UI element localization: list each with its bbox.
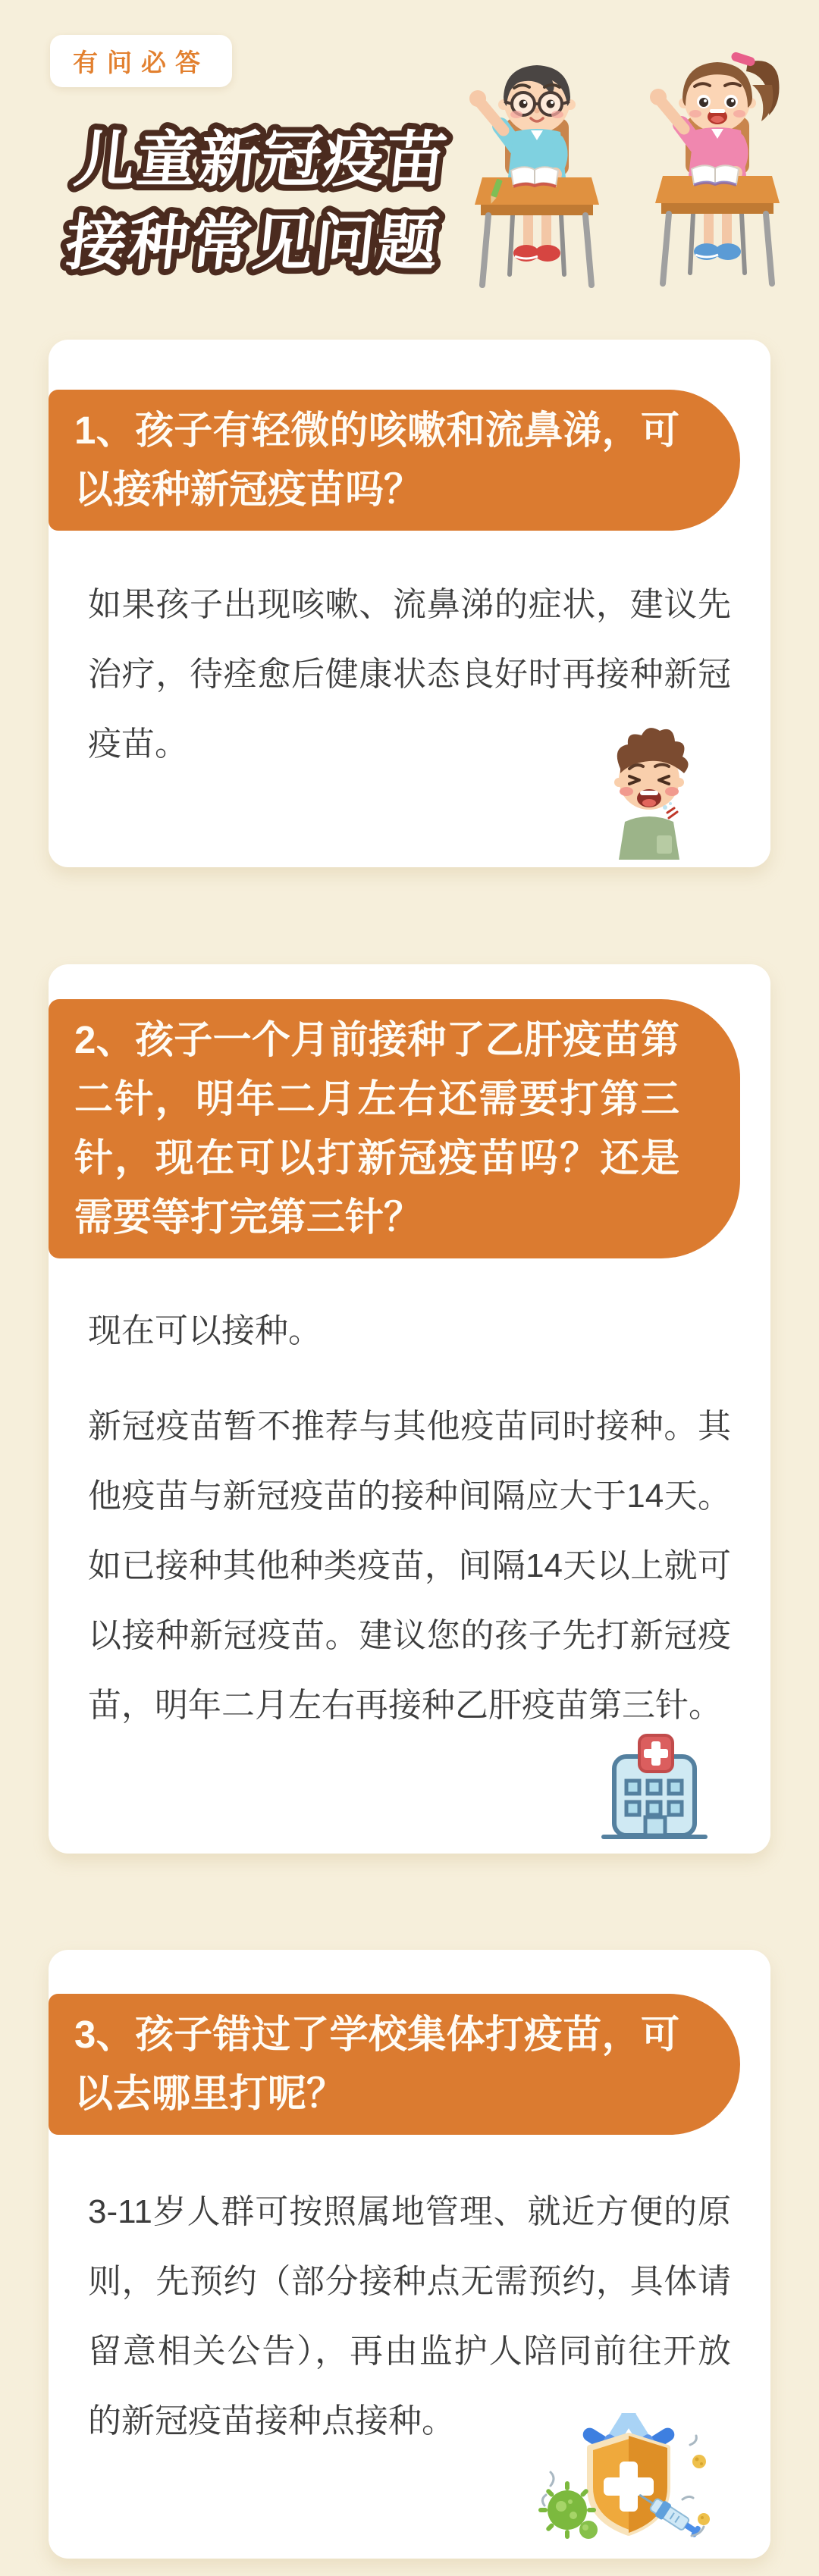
question-banner-2 <box>49 999 740 1258</box>
title-line-2: 接种常见问题 <box>62 208 444 277</box>
question-3-text: 3、孩子错过了学校集体打疫苗，可以去哪里打呢？ <box>74 2013 679 2115</box>
vaccine-shield-icon <box>534 2413 723 2549</box>
answer-2-text-2: 新冠疫苗暂不推荐与其他疫苗同时接种。其他疫苗与新冠疫苗的接种间隔应大于14天。如已接种其他种类疫苗，间隔14天以上就可以接种新冠疫苗。建议您的孩子先打新冠疫苗，明年二月左右再接种乙肝疫苗第三针。 <box>88 1408 731 1724</box>
answer-1-text: 如果孩子出现咳嗽、流鼻涕的症状，建议先治疗，待痊愈后健康状态良好时再接种新冠疫苗。 <box>88 586 731 763</box>
faq-card-1 <box>49 340 770 867</box>
girl-at-desk <box>650 51 780 284</box>
answer-3-text: 3-11岁人群可按照属地管理、就近方便的原则，先预约（部分接种点无需预约，具体请留意相关公告），再由监护人陪同前往开放的新冠疫苗接种点接种。 <box>88 2193 731 2440</box>
boy-at-desk <box>469 65 599 285</box>
badge-label: 有问必答 <box>73 49 209 77</box>
header-badge <box>50 35 232 87</box>
title-line-1: 儿童新冠疫苗 <box>71 125 452 193</box>
faq-card-2 <box>49 964 770 1854</box>
coughing-boy-icon <box>590 722 704 873</box>
question-2-text: 2、孩子一个月前接种了乙肝疫苗第二针，明年二月左右还需要打第三针，现在可以打新冠疫苗吗？还是需要等打完第三针？ <box>74 1018 679 1239</box>
question-banner-3 <box>49 1994 740 2135</box>
question-banner-1 <box>49 390 740 531</box>
question-1-text: 1、孩子有轻微的咳嗽和流鼻涕，可以接种新冠疫苗吗？ <box>74 409 679 511</box>
hospital-icon <box>598 1731 711 1844</box>
children-illustration <box>438 33 817 299</box>
faq-card-3 <box>49 1950 770 2559</box>
answer-2-text-1: 现在可以接种。 <box>88 1312 322 1349</box>
